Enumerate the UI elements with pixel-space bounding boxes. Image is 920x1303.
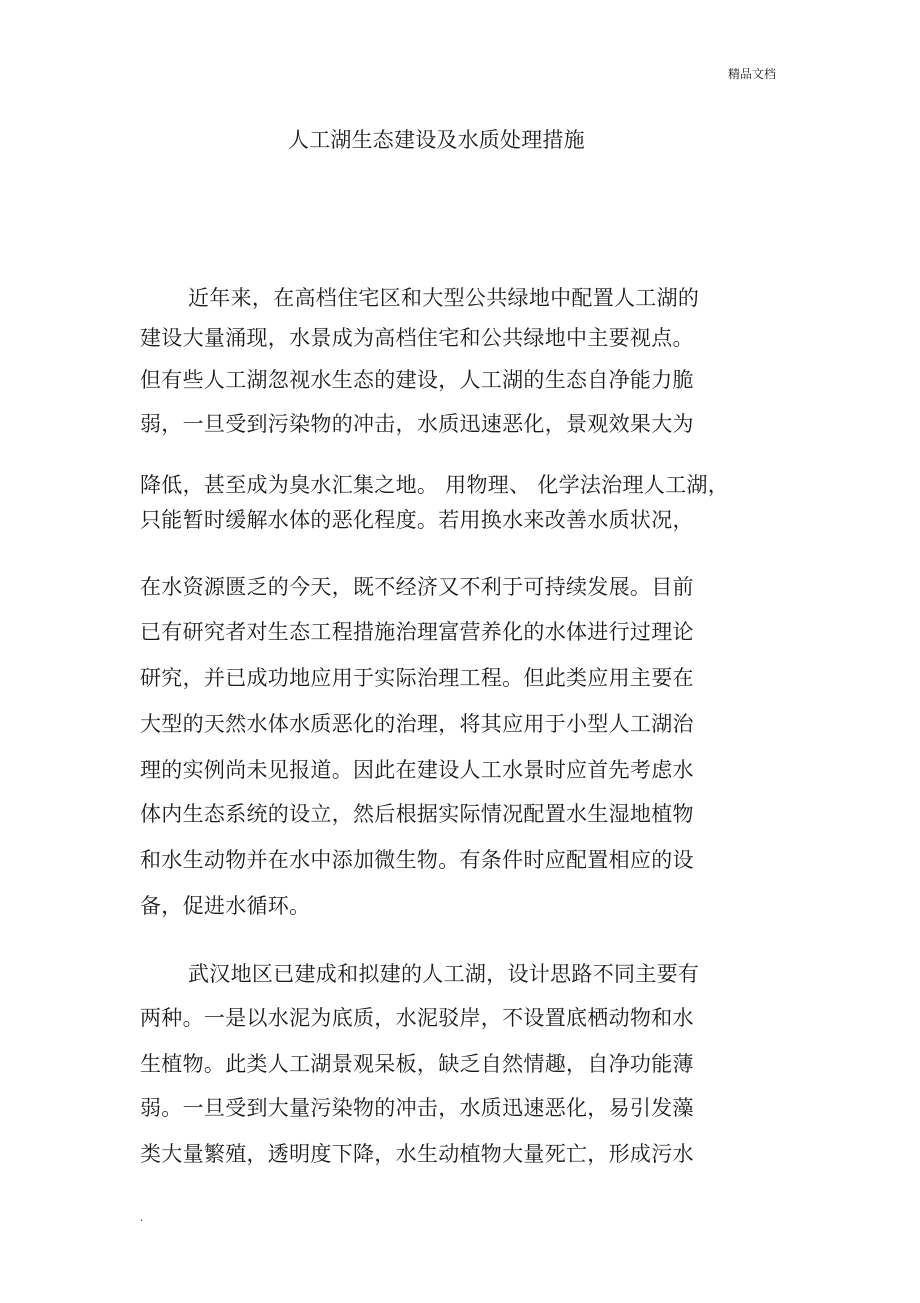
text-line: 但有些人工湖忽视水生态的建设，人工湖的生态自净能力脆 bbox=[140, 368, 694, 392]
text-line: 只能暂时缓解水体的恶化程度。若用换水来改善水质状况， bbox=[140, 508, 694, 532]
text-line: 两种。一是以水泥为底质，水泥驳岸，不设置底栖动物和水 bbox=[140, 1006, 694, 1030]
text-line: 备，促进水循环。 bbox=[140, 894, 311, 918]
text-line: 已有研究者对生态工程措施治理富营养化的水体进行过理论 bbox=[140, 620, 694, 644]
text-line: 生植物。此类人工湖景观呆板，缺乏自然情趣，自净功能薄 bbox=[140, 1052, 694, 1076]
text-line: 武汉地区已建成和拟建的人工湖，设计思路不同主要有 bbox=[188, 962, 700, 986]
footer-mark: . bbox=[140, 1213, 144, 1224]
text-line: 弱，一旦受到污染物的冲击，水质迅速恶化，景观效果大为 bbox=[140, 412, 694, 436]
document-title: 人工湖生态建设及水质处理措施 bbox=[288, 128, 585, 152]
text-line: 在水资源匮乏的今天，既不经济又不利于可持续发展。目前 bbox=[140, 575, 694, 599]
text-line: 体内生态系统的设立，然后根据实际情况配置水生湿地植物 bbox=[140, 802, 694, 826]
text-line: 近年来，在高档住宅区和大型公共绿地中配置人工湖的 bbox=[188, 286, 700, 310]
text-line: 和水生动物并在水中添加微生物。有条件时应配置相应的设 bbox=[140, 848, 694, 872]
header-tag: 精品文档 bbox=[728, 67, 777, 81]
text-line: 降低，甚至成为臭水汇集之地。 用物理、 化学法治理人工湖， bbox=[140, 473, 730, 497]
text-line: 理的实例尚未见报道。因此在建设人工水景时应首先考虑水 bbox=[140, 758, 694, 782]
text-line: 研究，并已成功地应用于实际治理工程。但此类应用主要在 bbox=[140, 666, 694, 690]
text-line: 建设大量涌现，水景成为高档住宅和公共绿地中主要视点。 bbox=[140, 326, 694, 350]
text-line: 弱。一旦受到大量污染物的冲击，水质迅速恶化，易引发藻 bbox=[140, 1096, 694, 1120]
text-line: 大型的天然水体水质恶化的治理，将其应用于小型人工湖治 bbox=[140, 712, 694, 736]
text-line: 类大量繁殖，透明度下降，水生动植物大量死亡，形成污水 bbox=[140, 1142, 694, 1166]
